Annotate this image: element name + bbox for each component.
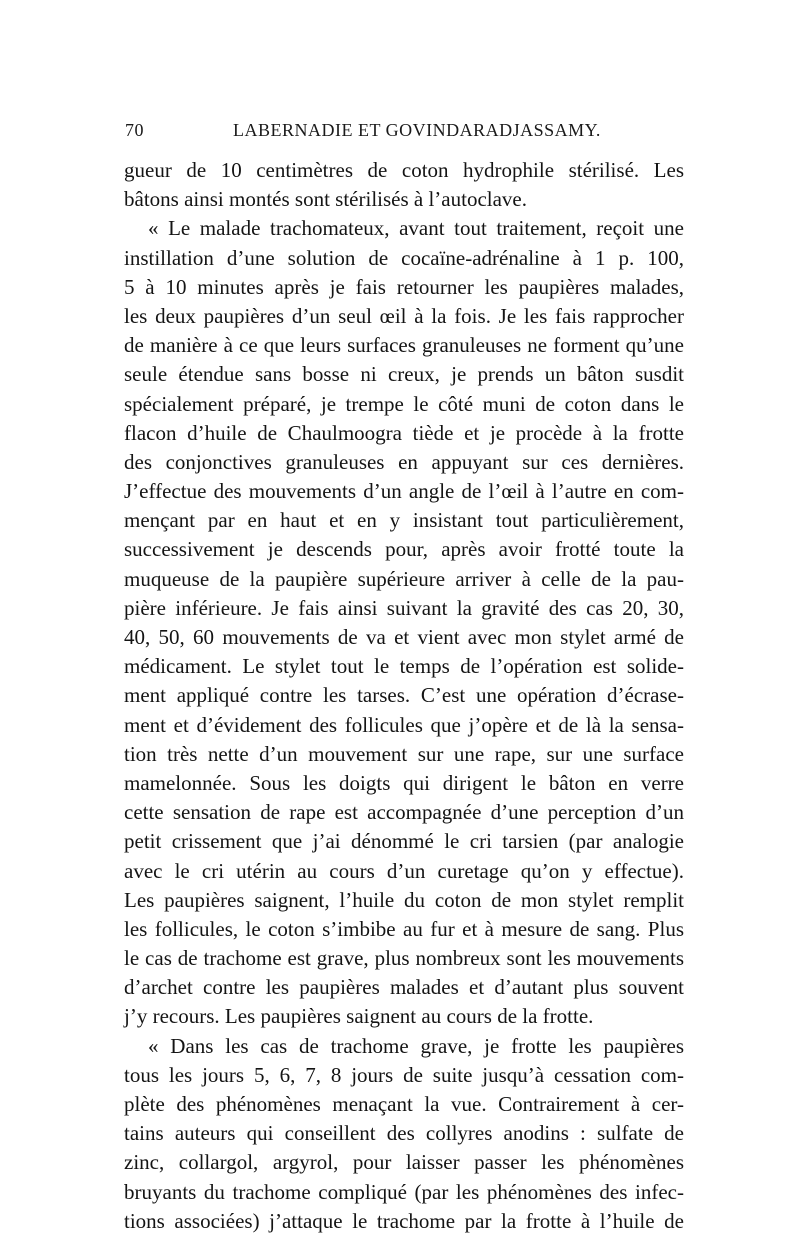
- text-line: muqueuse de la paupière supérieure arriver à celle de la pau-: [124, 566, 684, 591]
- text-line: ment et d’évidement des follicules que j’opère et de là la sensa-: [124, 712, 684, 737]
- text-line: médicament. Le stylet tout le temps de l’opération est solide-: [124, 654, 684, 679]
- text-line: zinc, collargol, argyrol, pour laisser passer les phénomènes: [124, 1150, 684, 1175]
- text-line: de manière à ce que leurs surfaces granuleuses ne forment qu’une: [124, 333, 684, 358]
- text-line: Les paupières saignent, l’huile du coton de mon stylet remplit: [124, 887, 684, 912]
- text-line: d’archet contre les paupières malades et d’autant plus souvent: [124, 975, 684, 1000]
- text-line: petit crissement que j’ai dénommé le cri tarsien (par analogie: [124, 829, 684, 854]
- text-line: mençant par en haut et en y insistant tout particulièrement,: [124, 508, 684, 533]
- text-line: flacon d’huile de Chaulmoogra tiède et je procède à la frotte: [124, 420, 684, 445]
- page-number: 70: [125, 120, 144, 140]
- text-line: les follicules, le coton s’imbibe au fur et à mesure de sang. Plus: [124, 916, 684, 941]
- text-line: pière inférieure. Je fais ainsi suivant la gravité des cas 20, 30,: [124, 595, 684, 620]
- text-line: plète des phénomènes menaçant la vue. Contrairement à cer-: [124, 1092, 684, 1116]
- running-title: LABERNADIE ET GOVINDARADJASSAMY.: [233, 120, 601, 140]
- text-line: 5 à 10 minutes après je fais retourner les paupières malades,: [124, 274, 684, 299]
- text-line: j’y recours. Les paupières saignent au cours de la frotte.: [124, 1004, 594, 1029]
- text-line: cette sensation de rape est accompagnée d’une perception d’un: [124, 800, 684, 825]
- text-line: ment appliqué contre les tarses. C’est une opération d’écrase-: [124, 683, 684, 708]
- text-line: J’effectue des mouvements d’un angle de l’œil à l’autre en com-: [124, 479, 684, 504]
- text-line: des conjonctives granuleuses en appuyant sur ces dernières.: [124, 449, 684, 474]
- text-line: seule étendue sans bosse ni creux, je prends un bâton susdit: [124, 362, 684, 387]
- text-line: « Dans les cas de trachome grave, je frotte les paupières: [148, 1033, 684, 1058]
- text-line: tion très nette d’un mouvement sur une rape, sur une surface: [124, 741, 684, 766]
- text-line: successivement je descends pour, après avoir frotté toute la: [124, 537, 684, 562]
- text-line: les deux paupières d’un seul œil à la fois. Je les fais rapprocher: [124, 303, 684, 328]
- running-head: [125, 120, 681, 146]
- text-line: mamelonnée. Sous les doigts qui dirigent le bâton en verre: [124, 770, 684, 795]
- body-text: [124, 156, 684, 1236]
- text-line: bruyants du trachome compliqué (par les phénomènes des infec-: [124, 1179, 684, 1204]
- text-line: le cas de trachome est grave, plus nombreux sont les mouvements: [124, 946, 684, 971]
- text-line: bâtons ainsi montés sont stérilisés à l’autoclave.: [124, 187, 527, 212]
- text-line: tions associées) j’attaque le trachome par la frotte à l’huile de: [124, 1208, 684, 1233]
- text-line: « Le malade trachomateux, avant tout traitement, reçoit une: [148, 216, 684, 241]
- text-line: instillation d’une solution de cocaïne-adrénaline à 1 p. 100,: [124, 245, 684, 270]
- text-line: tous les jours 5, 6, 7, 8 jours de suite jusqu’à cessation com-: [124, 1062, 684, 1087]
- text-line: tains auteurs qui conseillent des collyres anodins : sulfate de: [124, 1121, 684, 1146]
- text-line: 40, 50, 60 mouvements de va et vient avec mon stylet armé de: [124, 625, 684, 649]
- text-line: avec le cri utérin au cours d’un curetage qu’on y effectue).: [124, 858, 684, 883]
- text-line: spécialement préparé, je trempe le côté muni de coton dans le: [124, 391, 684, 416]
- text-line: gueur de 10 centimètres de coton hydrophile stérilisé. Les: [124, 158, 684, 182]
